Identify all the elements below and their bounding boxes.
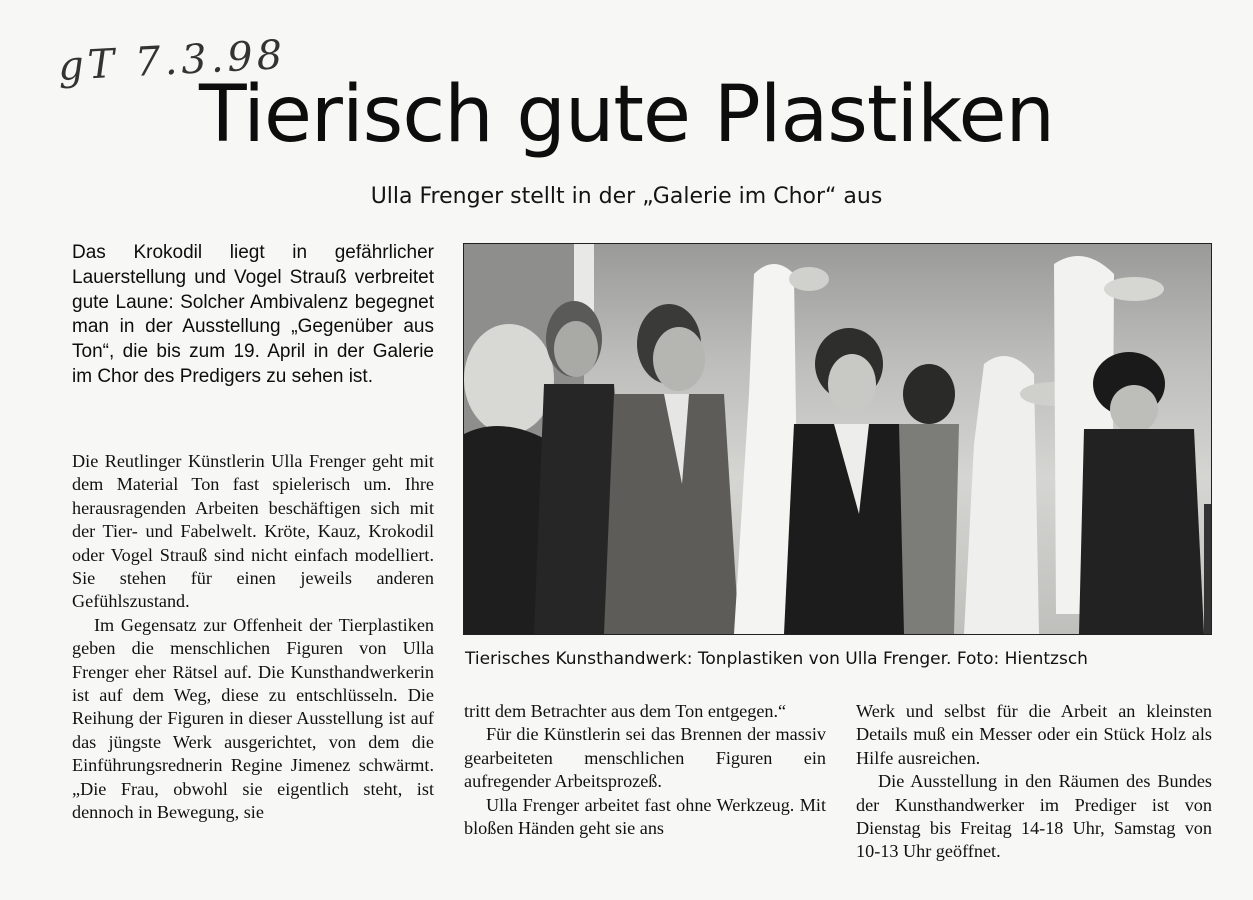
- article-subheadline: Ulla Frenger stellt in der „Galerie im Chor“ aus: [370, 184, 883, 209]
- paragraph: Für die Künstlerin sei das Brennen der massiv gearbeiteten menschlichen Figuren ein aufregender Arbeitsprozeß.: [464, 724, 826, 792]
- paragraph: Die Ausstellung in den Räumen des Bundes der Kunsthandwerker im Prediger ist von Dienstag bis Freitag 14-18 Uhr, Samstag von 10-13 Uhr geöffnet.: [856, 771, 1212, 862]
- body-column-2: [464, 700, 826, 840]
- paragraph: Ulla Frenger arbeitet fast ohne Werkzeug. Mit bloßen Händen geht sie ans: [464, 794, 826, 839]
- paragraph: Im Gegensatz zur Offenheit der Tierplastiken geben die menschlichen Figuren von Ulla Frenger eher Rätsel auf. Die Kunsthandwerkerin ist auf dem Weg, diese zu entschlüsseln. Die Reihung der Figuren in dieser Ausstellung ist auf das jüngste Werk ausgerichtet, von dem die Einführungsrednerin Regine Jimenez schwärmt. „Die Frau, obwohl sie eigentlich steht, ist dennoch in Bewegung, sie: [72, 614, 434, 823]
- photo-scene: [464, 244, 1211, 634]
- body-column-3: [856, 700, 1212, 864]
- handwritten-date-note: gT 7.3.98: [56, 32, 288, 90]
- article-headline: Tierisch gute Plastiken: [199, 70, 1054, 160]
- paragraph: Werk und selbst für die Arbeit an kleinsten Details muß ein Messer oder ein Stück Holz als Hilfe ausreichen.: [856, 701, 1212, 768]
- paragraph: Die Reutlinger Künstlerin Ulla Frenger geht mit dem Material Ton fast spielerisch um. Ihre herausragenden Arbeiten beschäftigen sich mit der Tier- und Fabelwelt. Kröte, Kauz, Krokodil oder Vogel Strauß sind nicht einfach modelliert. Sie stehen für einen jeweils anderen Gefühlszustand.: [72, 451, 434, 612]
- article-photo: [463, 243, 1212, 635]
- body-column-1: [72, 450, 434, 825]
- photo-caption: Tierisches Kunsthandwerk: Tonplastiken von Ulla Frenger. Foto: Hientzsch: [465, 649, 1088, 669]
- paragraph: tritt dem Betrachter aus dem Ton entgegen.“: [464, 701, 787, 721]
- article-lead: Das Krokodil liegt in gefährlicher Lauerstellung und Vogel Strauß verbreitet gute Laune: Solcher Ambivalenz begegnet man in der Ausstellung „Gegenüber aus Ton“, die bis zum 19. April in der Galerie im Chor des Predigers zu sehen ist.: [72, 242, 434, 387]
